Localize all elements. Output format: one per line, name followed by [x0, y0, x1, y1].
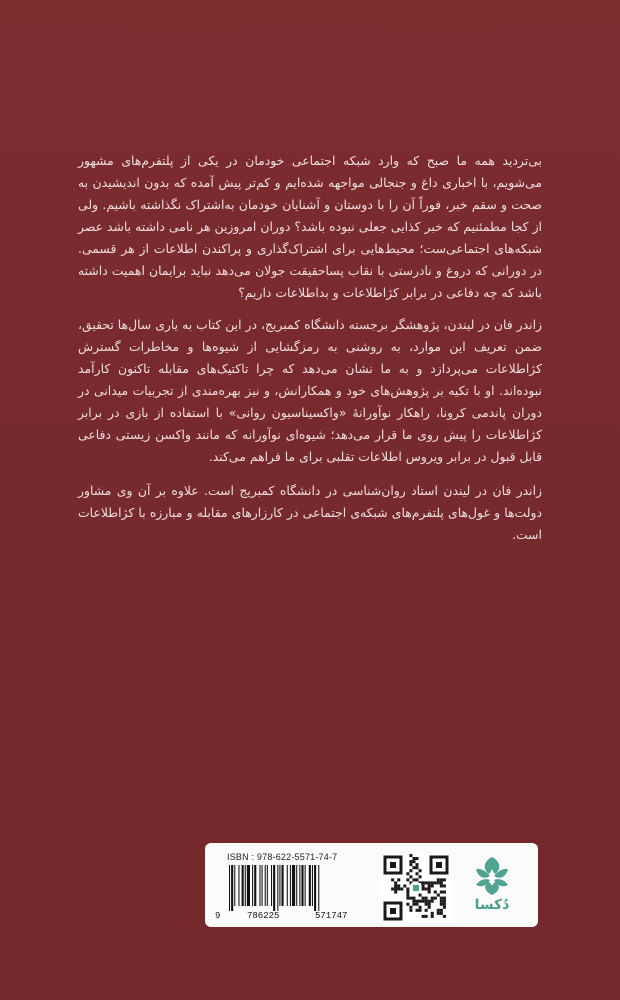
barcode-digit-prefix: 9: [215, 911, 221, 921]
blurb-text: [78, 150, 542, 558]
blurb-paragraph-2: زاندر فان در لیندن، پژوهشگر برجسته دانشگاه کمبریج، در این کتاب به یاری سال‌ها تحقیق، ضمن تعریف این موارد، به روشنی به رمزگشایی از شیوه‌ها و مخاطرات گسترش کژاطلاعات می‌پردازد و به ما نشان می‌دهد که چرا تاکتیک‌های مقابله تاکنون کارآمد نبوده‌اند. او با تکیه بر پژوهش‌های خود و همکارانش، و نیز بهره‌مندی از تجربیات میدانی در دوران پاندمی کرونا، راهکار نوآورانهٔ «واکسیناسیون روانی» با استفاده از بازی در برابر کژاطلاعات را پیش روی ما قرار می‌دهد؛ شیوه‌ای نوآورانه که مانند واکسن زیستی دفاعی قابل قبول در برابر ویروس اطلاعات تقلبی برای ما فراهم می‌کند.: [78, 317, 542, 464]
publisher-logo: [462, 855, 522, 919]
barcode-digit-group-right: 571747: [315, 911, 348, 921]
barcode-digit-group-left: 786225: [247, 911, 280, 921]
author-bio-paragraph: زاندر فان در لیندن استاد روان‌شناسی در دانشگاه کمبریج است. علاوه بر آن وی مشاور دولت‌ها و غول‌های پلتفرم‌های شبکه‌ی اجتماعی در کارزارهای مقابله و مبارزه با کژاطلاعات است.: [78, 483, 542, 542]
blurb-paragraph-1: بی‌تردید همه ما صبح که وارد شبکه اجتماعی خودمان در یکی از پلتفرم‌های مشهور می‌شویم، با اخباری داغ و جنجالی مواجهه شده‌ایم و کم‌تر پیش آمده که بدون اندیشیدن به صحت و سقم خبر، فوراً آن را با دوستان و آشنایان خودمان به‌اشتراک نگذاشته باشیم. ولی از کجا مطمئنیم که خبر کذایی جعلی نبوده باشد؟ دوران امروزین هر نامی داشته باشد عصر شبکه‌های اجتماعی‌ست؛ محیط‌هایی برای اشتراک‌گذاری و پراکندن اطلاعات از هر قسمی. در دورانی که دروغ و نادرستی با نقاب پساحقیقت جولان می‌دهد نباید برایمان اهمیت داشته باشد که چه دفاعی در برابر کژاطلاعات و بداطلاعات داریم؟: [78, 153, 542, 300]
publisher-name: دُکسا: [474, 897, 510, 913]
barcode-label-box: [205, 843, 538, 927]
isbn-barcode: [227, 865, 372, 911]
leaf-logo-icon: [462, 855, 522, 897]
qr-code[interactable]: [381, 853, 451, 923]
isbn-label: ISBN : 978-622-5571-74-7: [227, 852, 338, 862]
